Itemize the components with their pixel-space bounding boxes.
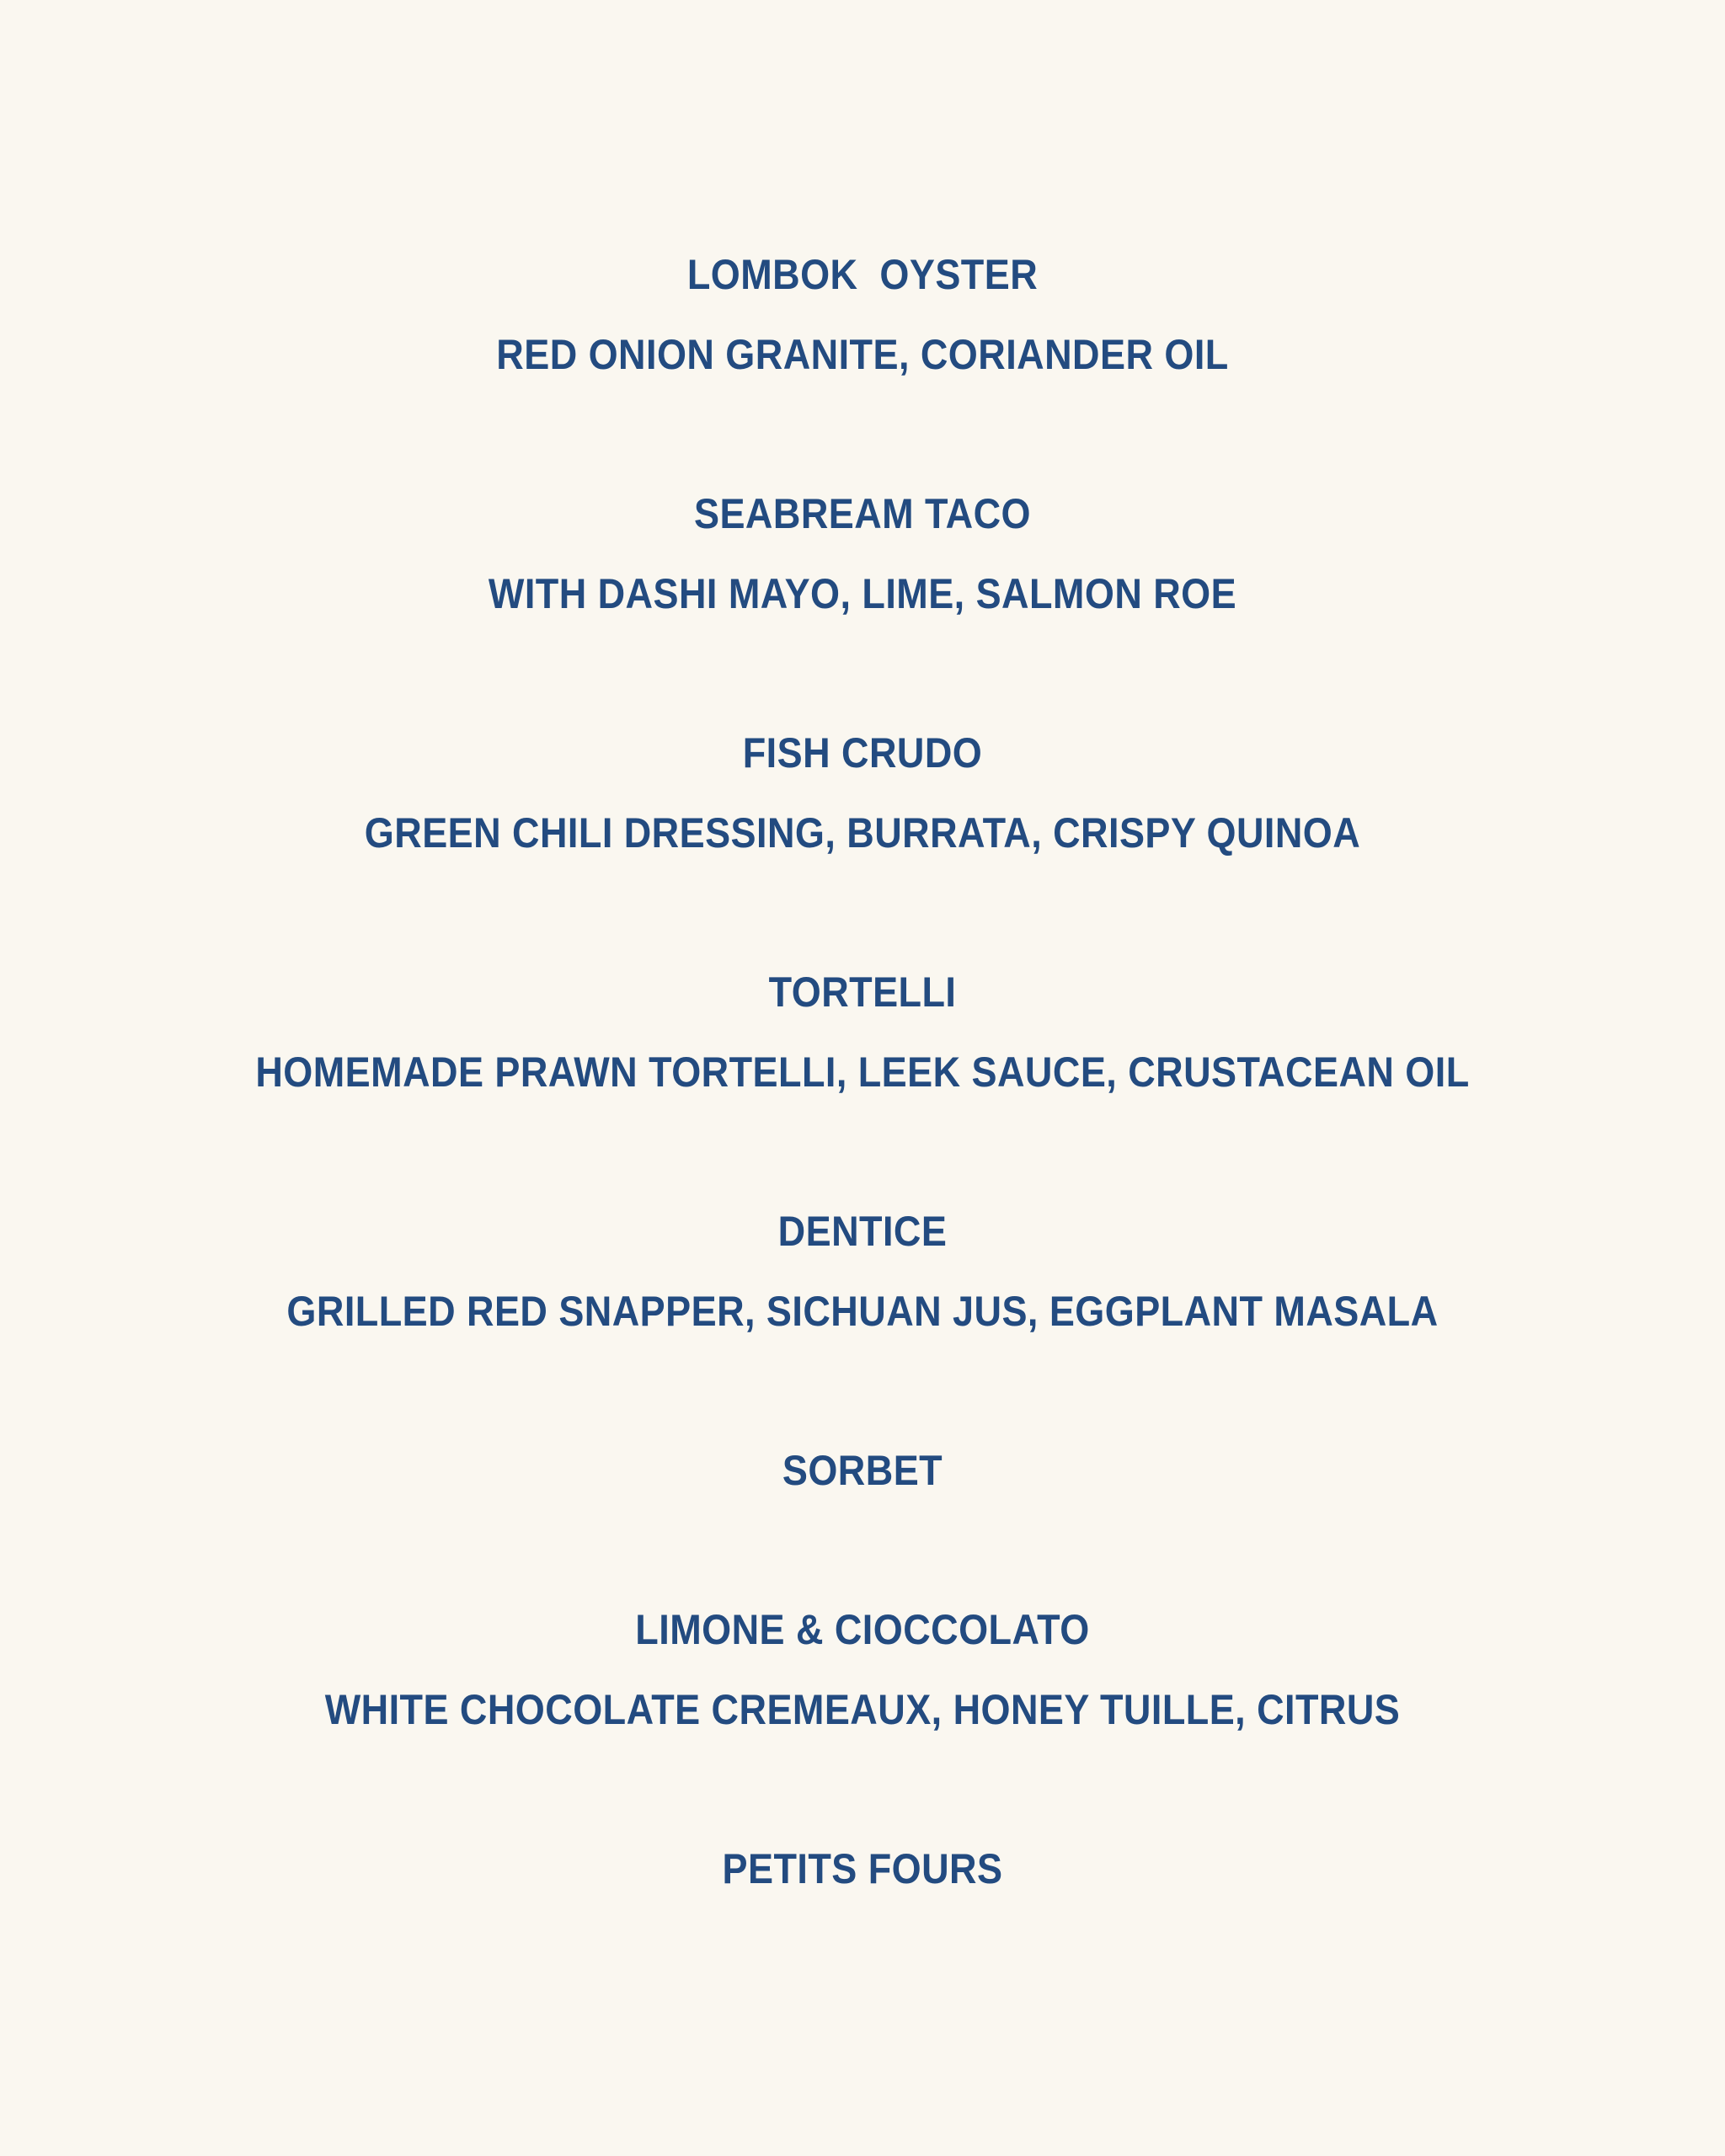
course-4-name: TORTELLI	[768, 969, 957, 1016]
course-7-name: LIMONE & CIOCCOLATO	[635, 1606, 1090, 1653]
course-1-name: LOMBOK OYSTER	[686, 251, 1039, 298]
course-2-description: WITH DASHI MAYO, LIME, SALMON ROE	[488, 570, 1237, 617]
course-7-description: WHITE CHOCOLATE CREMEAUX, HONEY TUILLE, CITRUS	[324, 1686, 1401, 1733]
course-6-name: SORBET	[782, 1447, 943, 1494]
course-8-name: PETITS FOURS	[722, 1845, 1003, 1892]
course-5-name: DENTICE	[777, 1208, 948, 1255]
course-1-description: RED ONION GRANITE, CORIANDER OIL	[496, 331, 1229, 378]
course-4-description: HOMEMADE PRAWN TORTELLI, LEEK SAUCE, CRUSTACEAN OIL	[255, 1049, 1470, 1096]
course-2-name: SEABREAM TACO	[693, 490, 1032, 537]
course-5-description: GRILLED RED SNAPPER, SICHUAN JUS, EGGPLANT MASALA	[286, 1288, 1439, 1335]
course-3-name: FISH CRUDO	[742, 729, 983, 776]
course-3-description: GREEN CHILI DRESSING, BURRATA, CRISPY QUINOA	[364, 809, 1361, 857]
